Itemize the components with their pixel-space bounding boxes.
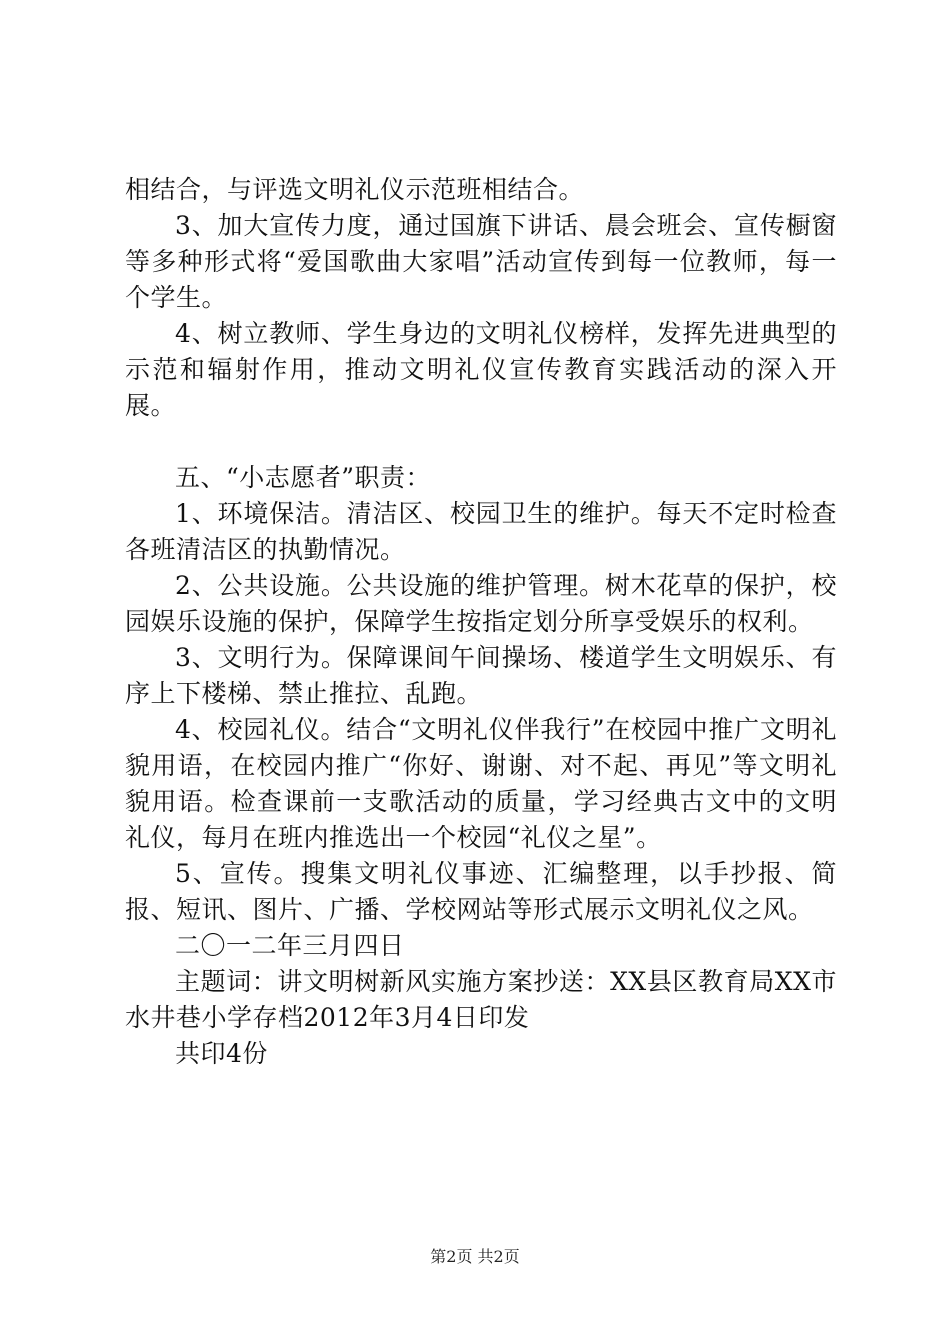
paragraph-duty-4-etiquette: 4、校园礼仪。结合“文明礼仪伴我行”在校园中推广文明礼貌用语，在校园内推广“你好、谢谢、对不起、再见”等文明礼貌用语。检查课前一支歌活动的质量，学习经典古文中的文明礼仪，每月在班内推选出一个校园“礼仪之星”。 — [125, 715, 837, 852]
document-body — [125, 172, 837, 1072]
paragraph-duty-3-behavior: 3、文明行为。保障课间午间操场、楼道学生文明娱乐、有序上下楼梯、禁止推拉、乱跑。 — [125, 643, 837, 708]
paragraph-continuation: 相结合，与评选文明礼仪示范班相结合。 — [125, 175, 585, 204]
print-count: 共印4份 — [175, 1039, 268, 1068]
paragraph-duty-1-cleaning: 1、环境保洁。清洁区、校园卫生的维护。每天不定时检查各班清洁区的执勤情况。 — [125, 499, 837, 564]
paragraph-item-4-role-models: 4、树立教师、学生身边的文明礼仪榜样，发挥先进典型的示范和辐射作用，推动文明礼仪宣传教育实践活动的深入开展。 — [125, 319, 837, 420]
subject-words-line: 主题词：讲文明树新风实施方案抄送：XX县区教育局XX市水井巷小学存档2012年3月4日印发 — [125, 967, 837, 1032]
section-heading-volunteer-duties: 五、“小志愿者”职责： — [175, 463, 432, 492]
paragraph-duty-2-facilities: 2、公共设施。公共设施的维护管理。树木花草的保护，校园娱乐设施的保护，保障学生按指定划分所享受娱乐的权利。 — [125, 571, 837, 636]
page-number-footer: 第2页 共2页 — [430, 1247, 520, 1266]
paragraph-item-3-publicity: 3、加大宣传力度，通过国旗下讲话、晨会班会、宣传橱窗等多种形式将“爱国歌曲大家唱”活动宣传到每一位教师，每一个学生。 — [125, 211, 837, 312]
paragraph-duty-5-publicity: 5、宣传。搜集文明礼仪事迹、汇编整理，以手抄报、简报、短讯、图片、广播、学校网站等形式展示文明礼仪之风。 — [125, 859, 837, 924]
document-date: 二〇一二年三月四日 — [175, 931, 405, 960]
